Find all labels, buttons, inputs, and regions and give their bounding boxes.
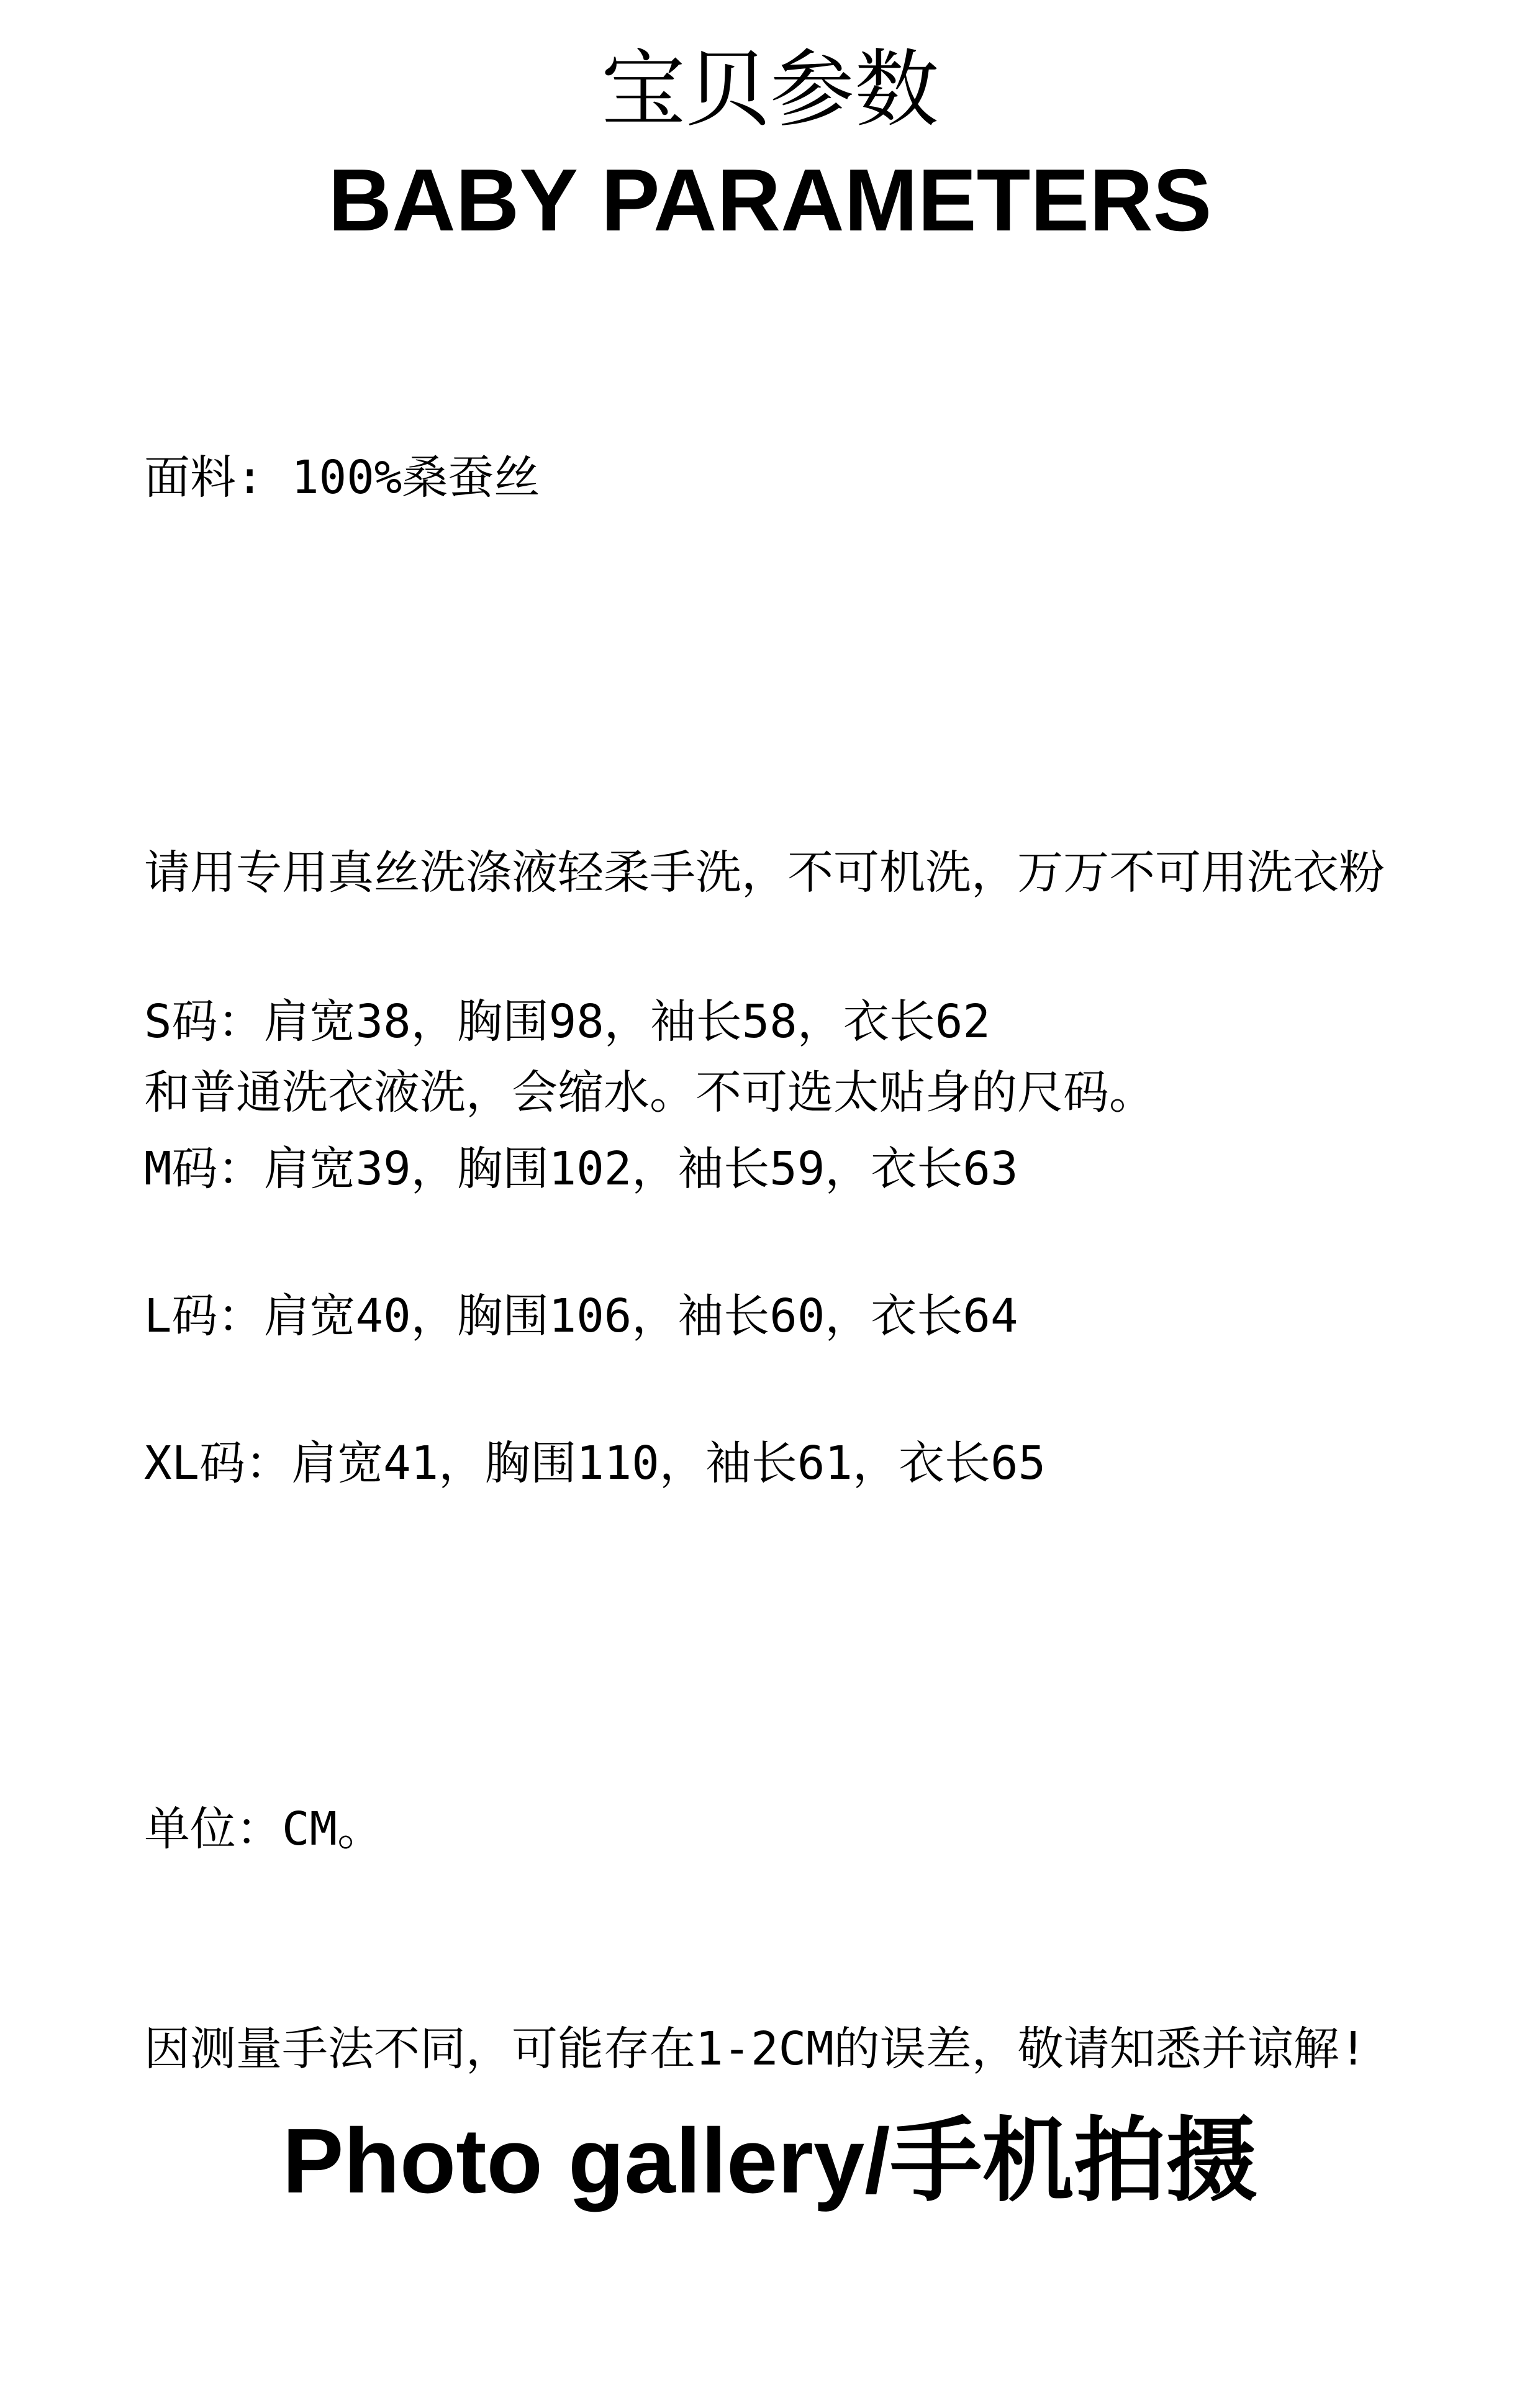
size-row-l: L码：肩宽40，胸围106，袖长60，衣长64 [144, 1289, 1018, 1343]
size-row-xl: XL码：肩宽41，胸围110，袖长61，衣长65 [144, 1437, 1046, 1490]
care-line-1: 请用专用真丝洗涤液轻柔手洗，不可机洗，万万不可用洗衣粉 [144, 846, 1385, 899]
care-instructions [144, 689, 1385, 1202]
title-chinese: 宝贝参数 [601, 41, 939, 139]
title-english: BABY PARAMETERS [328, 151, 1212, 250]
unit-note [144, 1646, 1367, 2159]
care-line-2: 和普通洗衣液洗，会缩水。不可选太贴身的尺码。 [144, 1066, 1155, 1119]
unit-line: 单位：CM。 [144, 1802, 384, 1856]
size-row-m: M码：肩宽39，胸围102，袖长59，衣长63 [144, 1142, 1018, 1196]
measurement-tolerance-line: 因测量手法不同，可能存在1-2CM的误差，敬请知悉并谅解! [144, 2022, 1367, 2076]
photo-gallery-title: Photo gallery/手机拍摄 [282, 2110, 1258, 2212]
fabric-info: 面料: 100%桑蚕丝 [144, 451, 540, 504]
size-row-s: S码：肩宽38，胸围98，袖长58，衣长62 [144, 995, 990, 1048]
